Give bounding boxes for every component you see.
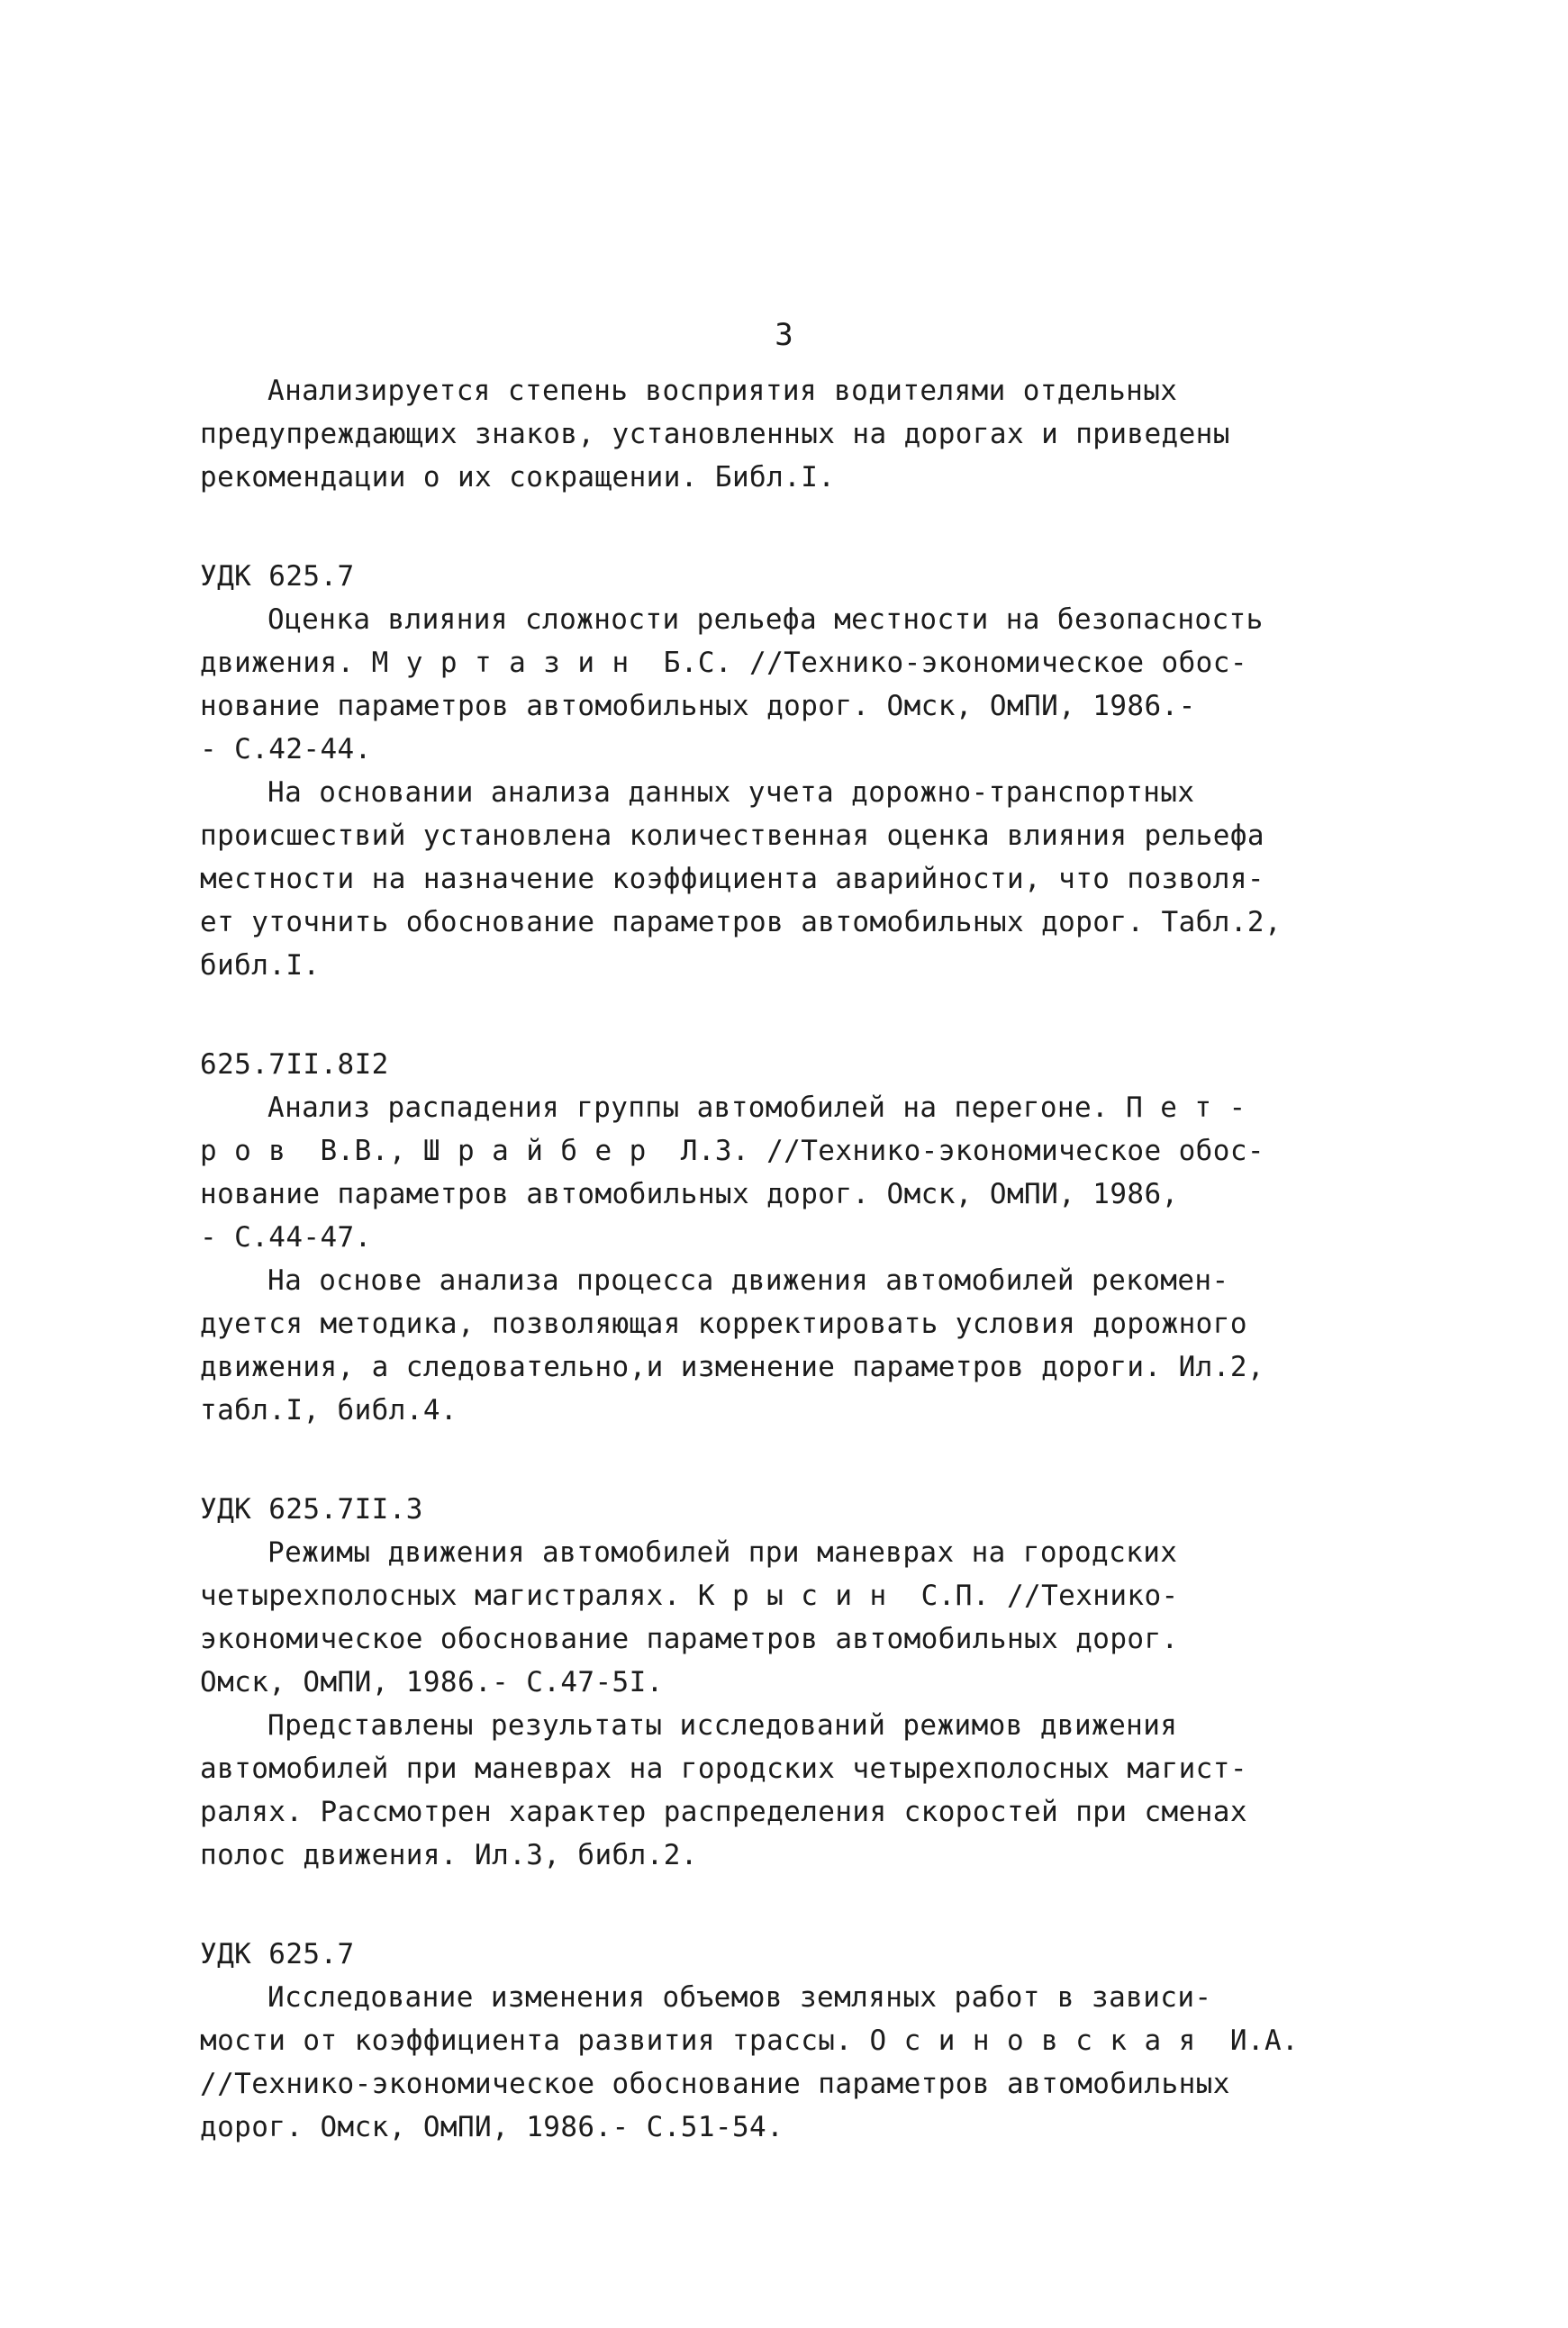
entry-title-line: Режимы движения автомобилей при маневрах на городских xyxy=(267,1536,1178,1569)
entry-abstract-line: автомобилей при маневрах на городских четырехполосных магист- xyxy=(200,1753,1247,1785)
intro-line: Анализируется степень восприятия водителями отдельных xyxy=(267,375,1178,407)
bibliographic-entry xyxy=(200,1488,1362,1877)
udk-code: УДК 625.7 xyxy=(200,1938,355,1970)
entry-abstract-line: ралях. Рассмотрен характер распределения скоростей при сменах xyxy=(200,1796,1247,1828)
entry-abstract-line: ет уточнить обоснование параметров автомобильных дорог. Табл.2, xyxy=(200,906,1282,938)
entry-abstract-line: Представлены результаты исследований режимов движения xyxy=(267,1709,1178,1742)
entry-abstract-line: полос движения. Ил.3, библ.2. xyxy=(200,1839,698,1871)
entry-title-line: мости от коэффициента развития трассы. О с и н о в с к а я И.А. xyxy=(200,2025,1300,2057)
entry-abstract-line: дуется методика, позволяющая корректировать условия дорожного xyxy=(200,1308,1247,1340)
bibliographic-entry xyxy=(200,1933,1362,2149)
page-content xyxy=(200,369,1362,2149)
entry-title-line: четырехполосных магистралях. К р ы с и н С.П. //Технико- xyxy=(200,1580,1179,1612)
entry-abstract-line: происшествий установлена количественная оценка влияния рельефа xyxy=(200,820,1264,852)
entry-title-line: Исследование изменения объемов земляных работ в зависи- xyxy=(267,1981,1212,2014)
intro-line: рекомендации о их сокращении. Библ.I. xyxy=(200,461,836,494)
entry-abstract-line: библ.I. xyxy=(200,949,321,982)
entry-abstract-line: На основе анализа процесса движения автомобилей рекомен- xyxy=(267,1264,1229,1297)
entry-title-line: движения. М у р т а з и н Б.С. //Технико-экономическое обос- xyxy=(200,647,1247,679)
udk-code: УДК 625.7 xyxy=(200,560,355,593)
intro-abstract xyxy=(200,369,1362,499)
entry-title-line: Анализ распадения группы автомобилей на перегоне. П е т - xyxy=(267,1092,1246,1124)
entry-title-line: Омск, ОмПИ, 1986.- С.47-5I. xyxy=(200,1666,664,1698)
udk-code: УДК 625.7II.3 xyxy=(200,1493,423,1526)
entry-abstract-line: движения, а следовательно,и изменение параметров дороги. Ил.2, xyxy=(200,1351,1264,1383)
entry-abstract-line: местности на назначение коэффициента аварийности, что позволя- xyxy=(200,863,1264,895)
entry-title-line: //Технико-экономическое обоснование параметров автомобильных xyxy=(200,2068,1230,2100)
bibliographic-entry xyxy=(200,555,1362,987)
entry-title-line: р о в В.В., Ш р а й б е р Л.З. //Технико-экономическое обос- xyxy=(200,1135,1264,1167)
page-number: 3 xyxy=(775,317,793,353)
entry-title-line: - С.44-47. xyxy=(200,1221,372,1254)
entry-title-line: дорог. Омск, ОмПИ, 1986.- С.51-54. xyxy=(200,2111,784,2143)
entry-title-line: экономическое обоснование параметров автомобильных дорог. xyxy=(200,1623,1179,1655)
intro-line: предупреждающих знаков, установленных на дорогах и приведены xyxy=(200,418,1230,450)
entry-title-line: нование параметров автомобильных дорог. Омск, ОмПИ, 1986.- xyxy=(200,690,1196,722)
bibliographic-entry xyxy=(200,1043,1362,1432)
entry-title-line: нование параметров автомобильных дорог. Омск, ОмПИ, 1986, xyxy=(200,1178,1179,1210)
entry-abstract-line: табл.I, библ.4. xyxy=(200,1394,458,1427)
udk-code: 625.7II.8I2 xyxy=(200,1048,389,1081)
entry-abstract-line: На основании анализа данных учета дорожно-транспортных xyxy=(267,776,1195,809)
entry-title-line: Оценка влияния сложности рельефа местности на безопасность xyxy=(267,603,1264,636)
entry-title-line: - С.42-44. xyxy=(200,733,372,765)
